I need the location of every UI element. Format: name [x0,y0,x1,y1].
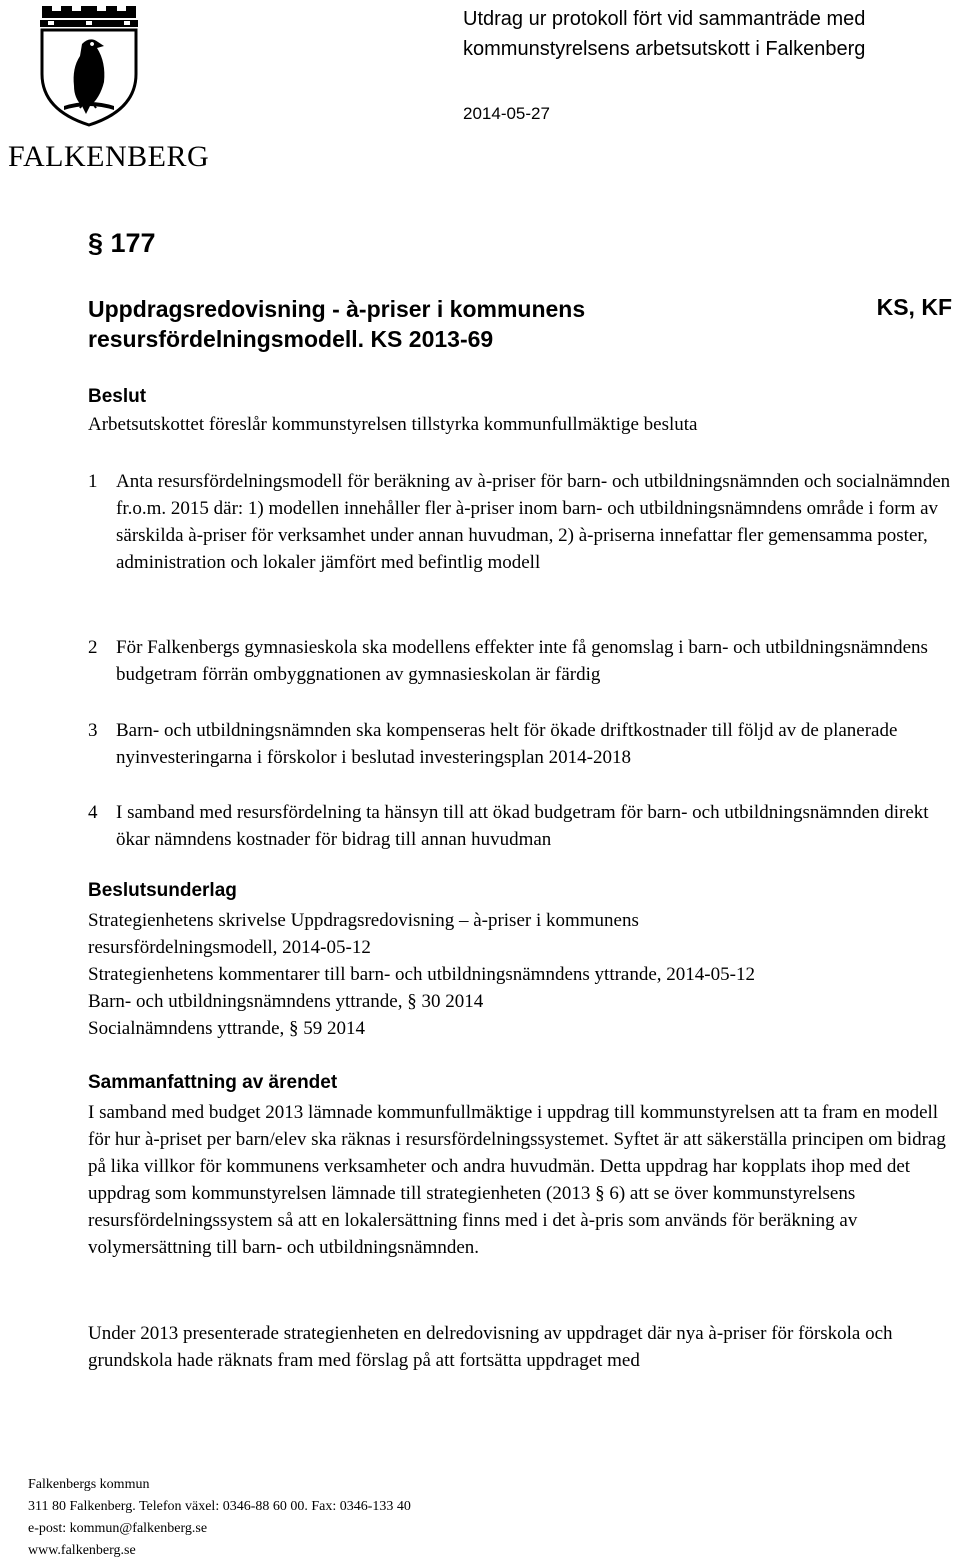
decision-item-text: Anta resursfördelningsmodell för beräkning av à-priser för barn- och utbildningsnämnden och socialnämnden fr.o.m. 2015 där: 1) modellen innehåller fler à-priser inom barn- och utbildningsnämndens område i form av särskilda à-priser för verksamhet under annan huvudman, 2) à-priserna innefattar fler gemensamma poster, administration och lokaler jämfört med befintlig modell [116,471,951,573]
decision-item-number: 2 [88,637,98,658]
decision-item-number: 4 [88,802,98,823]
case-title-line: resursfördelningsmodell. KS 2013-69 [88,326,494,352]
header-title-line: Utdrag ur protokoll fört vid sammanträde med [463,8,866,30]
logo-wordmark: FALKENBERG [8,140,210,173]
decision-item [88,468,953,576]
footer-website: www.falkenberg.se [28,1543,136,1558]
header-title-line: kommunstyrelsens arbetsutskott i Falkenberg [463,38,866,60]
decision-item-number: 3 [88,720,98,741]
case-title-line: Uppdragsredovisning - à-priser i kommunens [88,296,586,322]
paragraph-number: § 177 [88,228,156,258]
decision-item [88,717,953,771]
document-header-title [463,4,865,64]
basis-document-line: Barn- och utbildningsnämndens yttrande, § 30 2014 [88,991,484,1012]
decision-item-text: För Falkenbergs gymnasieskola ska modellens effekter inte få genomslag i barn- och utbildningsnämndens budgetram förrän ombyggnationen av gymnasieskolan är färdig [116,637,928,685]
decision-item-text: Barn- och utbildningsnämnden ska kompenseras helt för ökade driftkostnader till följd av de planerade nyinvesteringarna i förskolor i beslutad investeringsplan 2014-2018 [116,720,898,768]
page-footer [28,1474,411,1562]
basis-document-line: resursfördelningsmodell, 2014-05-12 [88,937,371,958]
summary-paragraph: Under 2013 presenterade strategienheten en delredovisning av uppdraget där nya à-priser för förskola och grundskola hade räknats fram med förslag på att fortsätta uppdraget med [88,1323,893,1371]
coat-of-arms-logo [34,2,144,127]
basis-document-line: Strategienhetens skrivelse Uppdragsredovisning – à-priser i kommunens [88,910,639,931]
decision-item [88,634,953,688]
section-heading-beslutsunderlag: Beslutsunderlag [88,880,237,901]
decision-item-text: I samband med resursfördelning ta hänsyn till att ökad budgetram för barn- och utbildningsnämnden direkt ökar nämndens kostnader för bidrag till annan huvudman [116,802,929,850]
decision-intro: Arbetsutskottet föreslår kommunstyrelsen tillstyrka kommunfullmäktige besluta [88,414,698,435]
footer-address: 311 80 Falkenberg. Telefon växel: 0346-88 60 00. Fax: 0346-133 40 [28,1499,411,1514]
basis-document-line: Socialnämndens yttrande, § 59 2014 [88,1018,366,1039]
footer-org: Falkenbergs kommun [28,1477,150,1492]
case-title [88,294,808,354]
section-heading-sammanfattning: Sammanfattning av ärendet [88,1072,338,1093]
basis-document-list [88,907,948,1042]
summary-paragraph: I samband med budget 2013 lämnade kommunfullmäktige i uppdrag till kommunstyrelsen att ta fram en modell för hur à-priset per barn/elev ska räknas i resursfördelningssystemet. Syftet är att säkerställa principen om bidrag på lika villkor för kommunens verksamheter och andra huvudmän. Detta uppdrag har kopplats ihop med det uppdrag som kommunstyrelsen lämnade till strategienheten (2013 § 6) att se över kommunstyrelsens resursfördelningssystem så att en lokalersättning finns med i det à-pris som används för beräkning av volymersättning till barn- och utbildningsnämnden. [88,1102,946,1258]
meeting-date: 2014-05-27 [463,104,550,123]
case-tag: KS, KF [876,294,952,320]
decision-item-number: 1 [88,471,98,492]
basis-document-line: Strategienhetens kommentarer till barn- och utbildningsnämndens yttrande, 2014-05-12 [88,964,755,985]
decision-item [88,799,953,853]
section-heading-beslut: Beslut [88,386,147,407]
footer-email: e-post: kommun@falkenberg.se [28,1521,208,1536]
